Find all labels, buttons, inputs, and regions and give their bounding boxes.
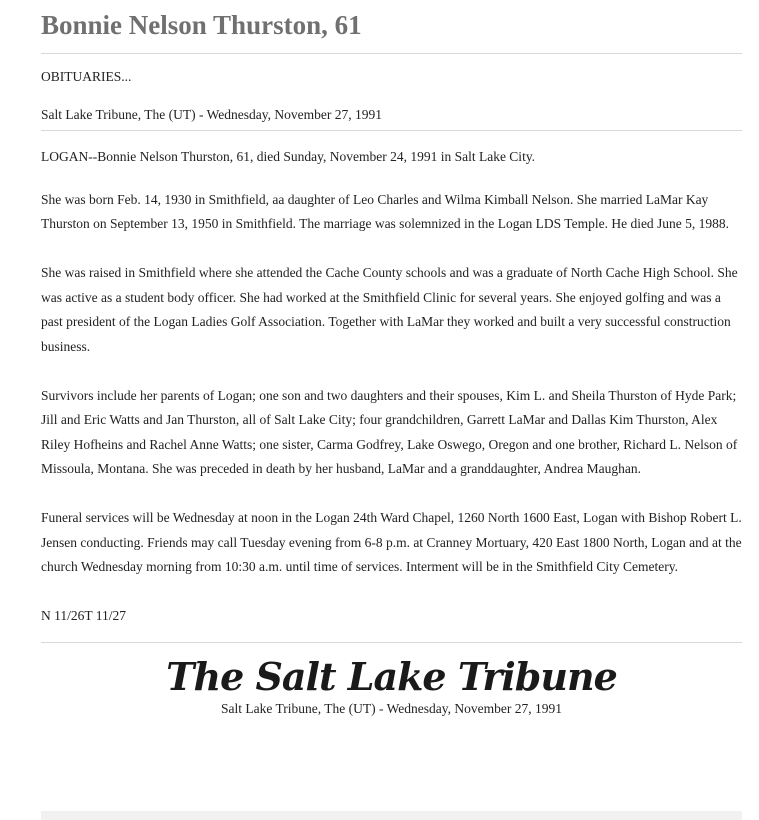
paragraph: She was born Feb. 14, 1930 in Smithfield, aa daughter of Leo Charles and Wilma Kimball Nelson. She married LaMar Kay Thurston on September 13, 1950 in Smithfield. The marriage was solemnized in the Logan LDS Temple. He died June 5, 1988. xyxy=(41,191,730,231)
paragraph: LOGAN--Bonnie Nelson Thurston, 61, died Sunday, November 24, 1991 in Salt Lake City. xyxy=(41,149,536,164)
paragraph: Survivors include her parents of Logan; one son and two daughters and their spouses, Kim L. and Sheila Thurston of Hyde Park; Jill and Eric Watts and Jan Thurston, all of Salt Lake City; four grandchildren, Garrett LaMar and Dallas Kim Thurston, Alex Riley Hofheins and Rachel Anne Watts; one sister, Carma Godfrey, Lake Oswego, Oregon and one brother, Richard L. Nelson of Missoula, Montana. She was preceded in death by her husband, LaMar and a granddaughter, Andrea Maughan. xyxy=(41,387,738,476)
article xyxy=(41,0,742,717)
bottom-bar xyxy=(41,811,742,820)
footer xyxy=(41,643,742,717)
article-body xyxy=(41,131,742,629)
publication-code: N 11/26T 11/27 xyxy=(41,608,127,623)
source-line: Salt Lake Tribune, The (UT) - Wednesday, November 27, 1991 xyxy=(41,107,382,122)
paragraph: Funeral services will be Wednesday at noon in the Logan 24th Ward Chapel, 1260 North 1600 East, Logan with Bishop Robert L. Jensen conducting. Friends may call Tuesday evening from 6-8 p.m. at Cranney Mortuary, 420 East 1800 North, Logan and at the church Wednesday morning from 10:30 a.m. until time of services. Interment will be in the Smithfield City Cemetery. xyxy=(41,510,742,574)
section-label: OBITUARIES... xyxy=(41,69,132,84)
masthead-logo: The Salt Lake Tribune xyxy=(166,653,617,699)
divider xyxy=(41,53,742,54)
paragraph: She was raised in Smithfield where she attended the Cache County schools and was a graduate of North Cache High School. She was active as a student body officer. She had worked at the Smithfield Clinic for several years. She enjoyed golfing and was a past president of the Logan Ladies Golf Association. Together with LaMar they worked and built a very successful construction business. xyxy=(41,265,738,354)
footer-source-line: Salt Lake Tribune, The (UT) - Wednesday, November 27, 1991 xyxy=(221,700,562,716)
page-title: Bonnie Nelson Thurston, 61 xyxy=(41,10,362,40)
